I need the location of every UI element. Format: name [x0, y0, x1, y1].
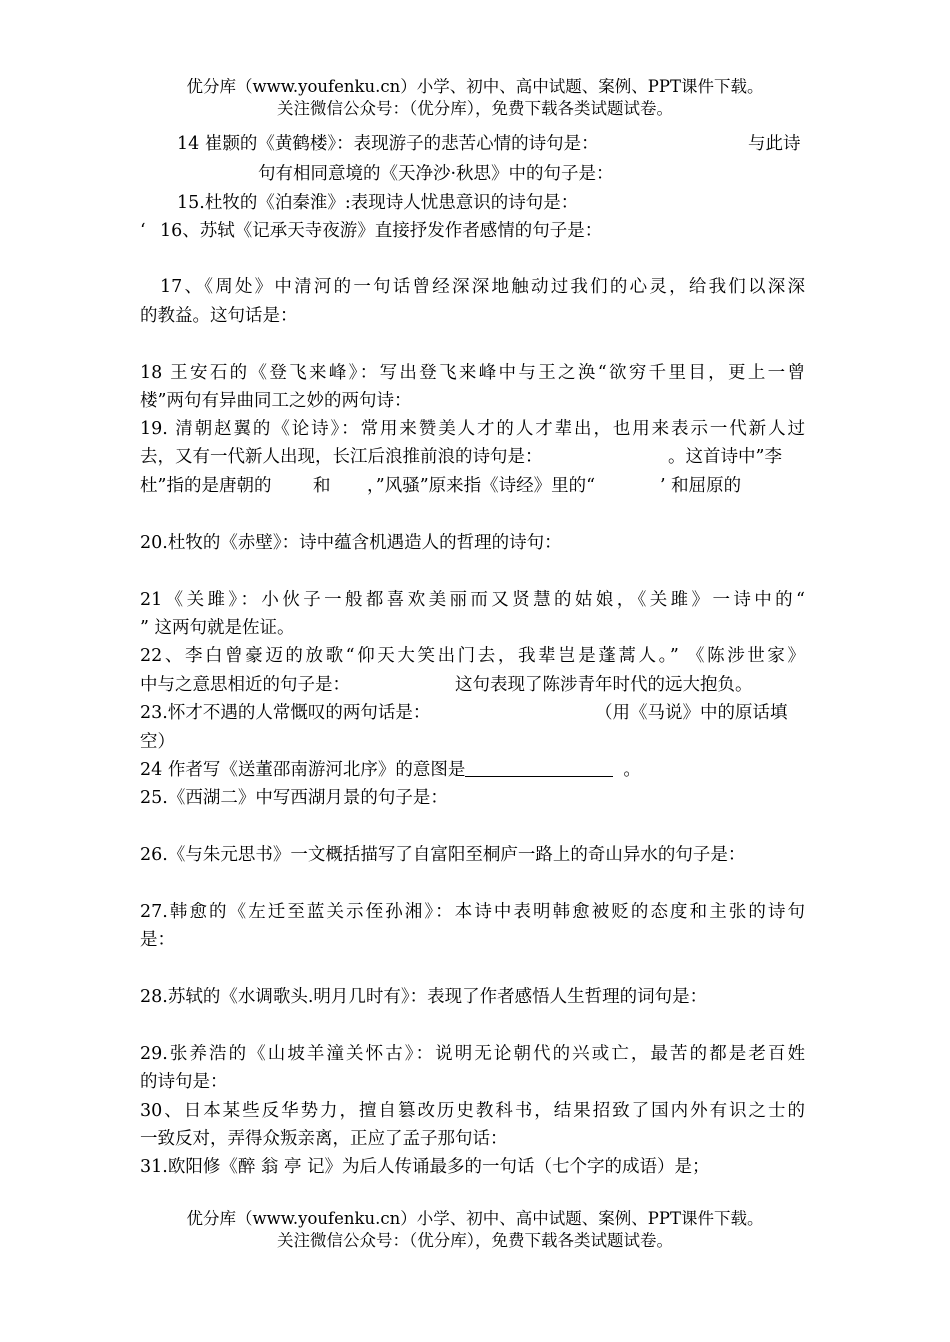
question-18-line-2: 楼”两句有异曲同工之妙的两句诗： [140, 391, 412, 411]
question-19-line-2: 去，又有一代新人出现，长江后浪推前浪的诗句是： [140, 447, 543, 467]
question-27-line-1: 27.韩愈的《左迁至蓝关示侄孙湘》：本诗中表明韩愈被贬的态度和主张的诗句 [140, 902, 805, 922]
question-21-line-2: ” 这两句就是佐证。 [140, 618, 295, 638]
question-30-line-2: 一致反对，弄得众叛亲离，正应了孟子那句话： [140, 1129, 508, 1149]
question-24-text: 24 作者写《送董邵南游河北序》的意图是 [140, 760, 466, 780]
question-18-line-1: 18 王安石的《登飞来峰》：写出登飞来峰中与王之涣“欲穷千里目，更上一曾 [140, 363, 805, 383]
question-24 [140, 756, 641, 784]
question-20: 20.杜牧的《赤壁》：诗中蕴含机遇造人的哲理的诗句： [140, 533, 562, 553]
question-31: 31.欧阳修《醉 翁 亭 记》为后人传诵最多的一句话（七个字的成语）是； [140, 1157, 710, 1177]
question-19-line-1: 19. 清朝赵翼的《论诗》：常用来赞美人才的人才辈出，也用来表示一代新人过 [140, 419, 805, 439]
answer-blank-line [465, 756, 613, 777]
question-23-line-1-tail: （用《马说》中的原话填 [595, 703, 788, 723]
question-22-line-2: 中与之意思相近的句子是： [140, 675, 350, 695]
footer-line-1: 优分库（www.youfenku.cn）小学、初中、高中试题、案例、PPT课件下载。 [186, 1209, 764, 1228]
question-16-mark: ‘ [140, 221, 146, 241]
question-24-end: 。 [623, 760, 641, 780]
question-27-line-2: 是： [140, 930, 175, 950]
question-19-line-2-tail: 。这首诗中”李 [668, 447, 782, 467]
question-19-line-3-b: 和 [313, 476, 331, 496]
question-26: 26.《与朱元思书》一文概括描写了自富阳至桐庐一路上的奇山异水的句子是： [140, 845, 746, 865]
question-22-line-2-tail: 这句表现了陈涉青年时代的远大抱负。 [455, 675, 753, 695]
question-21-line-1: 21《关雎》：小伙子一般都喜欢美丽而又贤慧的姑娘，《关雎》一诗中的“ [140, 590, 805, 610]
question-22-line-1: 22、李白曾豪迈的放歌“仰天大笑出门去，我辈岂是蓬蒿人。” 《陈涉世家》 [140, 646, 805, 666]
page-header [0, 76, 950, 120]
question-29-line-2: 的诗句是： [140, 1072, 228, 1092]
question-17-line-1: 17、《周处》中清河的一句话曾经深深地触动过我们的心灵，给我们以深深 [160, 277, 805, 297]
page-footer [0, 1208, 950, 1252]
footer-line-2: 关注微信公众号：（优分库），免费下载各类试题试卷。 [277, 1231, 673, 1250]
question-23-line-2: 空） [140, 732, 175, 752]
question-19-line-3-a: 杜”指的是唐朝的 [140, 476, 272, 496]
question-14-line-1-tail: 与此诗 [748, 134, 801, 154]
question-28: 28.苏轼的《水调歌头.明月几时有》：表现了作者感悟人生哲理的词句是： [140, 987, 708, 1007]
header-line-2: 关注微信公众号：（优分库），免费下载各类试题试卷。 [277, 99, 673, 118]
question-17-line-2: 的教益。这句话是： [140, 306, 298, 326]
question-16: 16、苏轼《记承天寺夜游》直接抒发作者感情的句子是： [160, 221, 603, 241]
question-14-line-1: 14 崔颢的《黄鹤楼》：表现游子的悲苦心情的诗句是： [177, 134, 599, 154]
question-25: 25.《西湖二》中写西湖月景的句子是： [140, 788, 448, 808]
question-19-line-3-d: ’ 和屈原的 [660, 476, 742, 496]
question-23-line-1: 23.怀才不遇的人常慨叹的两句话是： [140, 703, 431, 723]
header-line-1: 优分库（www.youfenku.cn）小学、初中、高中试题、案例、PPT课件下载。 [186, 77, 764, 96]
question-14-line-2: 句有相同意境的《天净沙·秋思》中的句子是： [258, 164, 614, 184]
question-29-line-1: 29.张养浩的《山坡羊潼关怀古》：说明无论朝代的兴或亡，最苦的都是老百姓 [140, 1044, 805, 1064]
question-15: 15.杜牧的《泊秦淮》:表现诗人忧患意识的诗句是： [177, 193, 579, 213]
question-30-line-1: 30、日本某些反华势力，擅自篡改历史教科书，结果招致了国内外有识之士的 [140, 1101, 805, 1121]
question-19-line-3-c: ，”风骚”原来指《诗经》里的“ [367, 476, 596, 496]
